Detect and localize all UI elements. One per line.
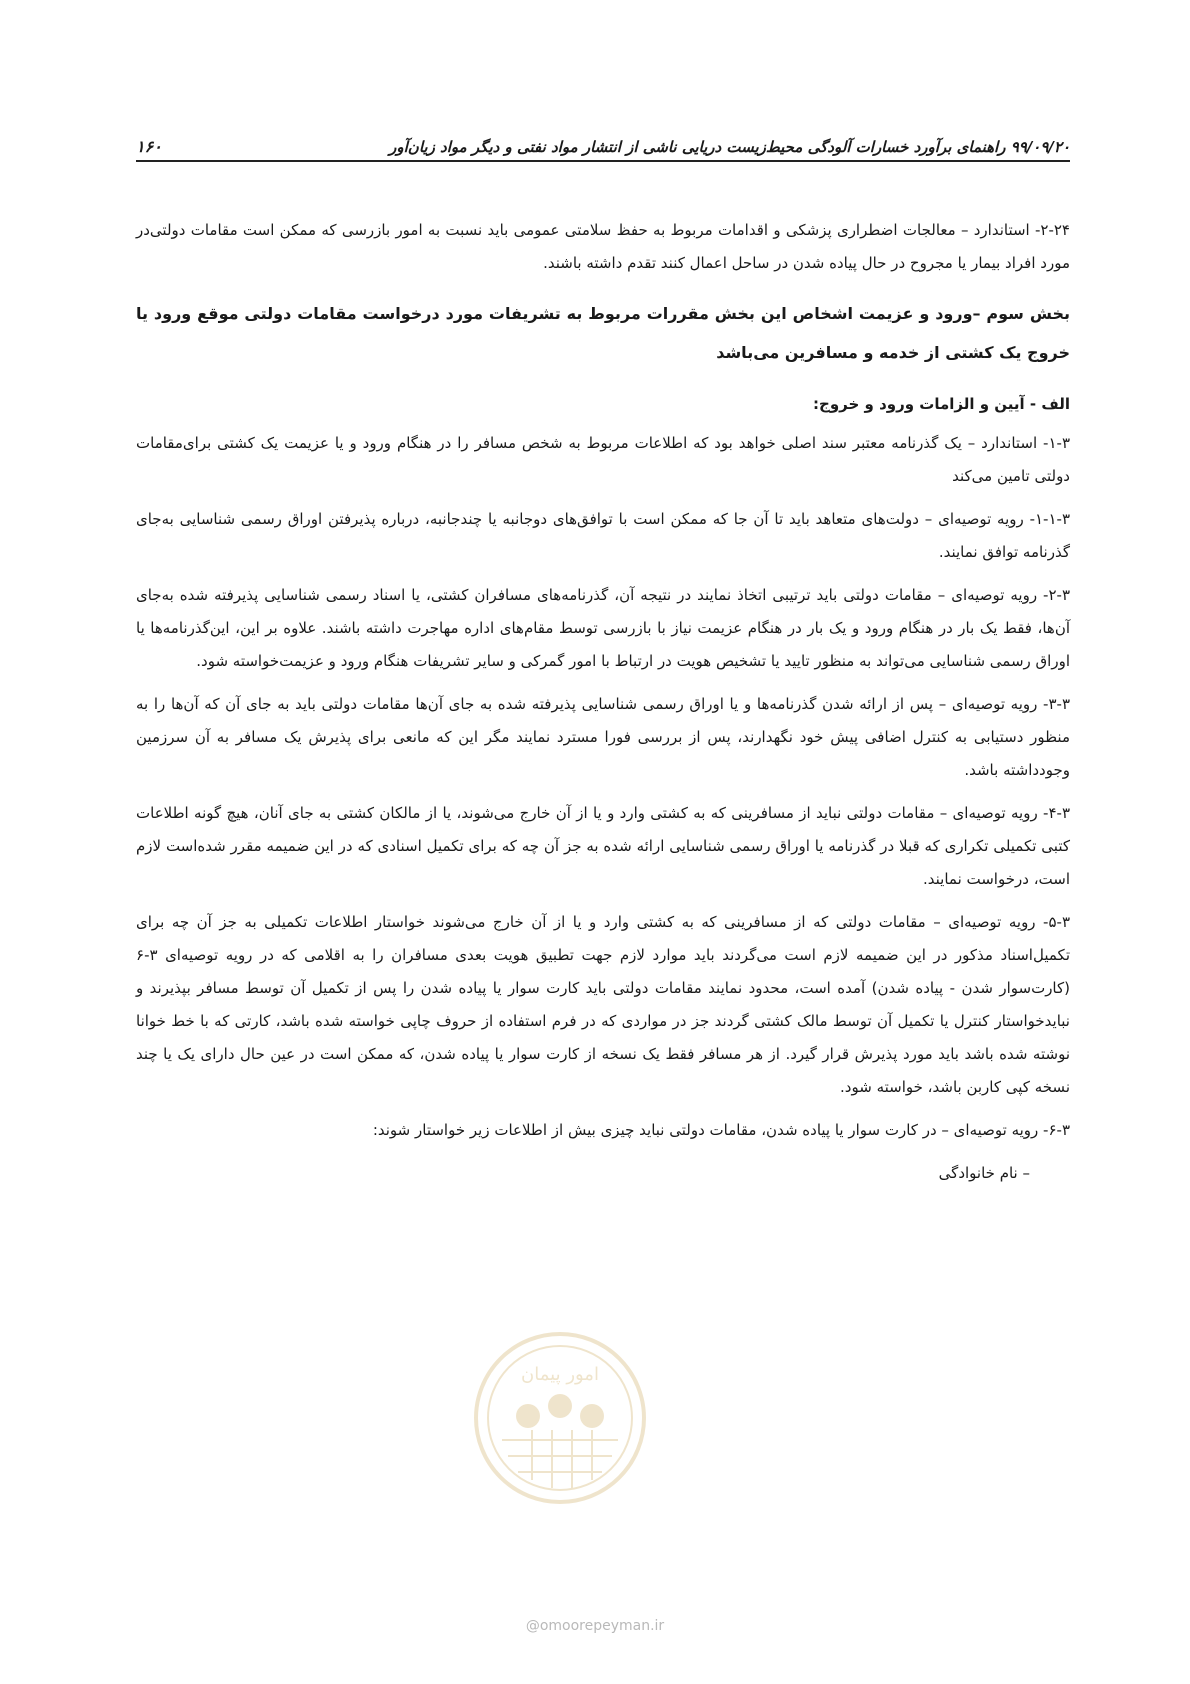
paragraph-3-1: ۱-۳- استاندارد – یک گذرنامه معتبر سند اصلی خواهد بود که اطلاعات مربوط به شخص مسافر را در هنگام ورود و یا عزیمت یک کشتی برای‌مقامات دولتی تامین می‌کند bbox=[136, 434, 1070, 485]
watermark-logo-text: امور پیمان bbox=[521, 1364, 599, 1385]
watermark-url: @omoorepeyman.ir bbox=[525, 1618, 665, 1634]
page-number: ۱۶۰ bbox=[136, 137, 162, 156]
paragraph-3-6: ۶-۳- رویه توصیه‌ای – در کارت سوار یا پیاده شدن، مقامات دولتی نباید چیزی بیش از اطلاعات زیر خواستار شوند: bbox=[372, 1121, 1070, 1139]
watermark-logo bbox=[472, 1330, 648, 1506]
sub-heading: الف - آیین و الزامات ورود و خروج: bbox=[813, 395, 1070, 413]
paragraph-3-5: ۵-۳- رویه توصیه‌ای – مقامات دولتی که از مسافرینی که به کشتی وارد و یا از آن خارج می‌شوند خواستار اطلاعات تکمیلی به جز آن چه برای تکمیل‌اسناد مذکور در این ضمیمه لازم است می‌گردند باید موارد لازم جهت تطبیق هویت بعدی مسافران را به اقلامی که در رویه توصیه‌ای ۳-۶ (کارت‌سوار شدن - پیاده شدن) آمده است، محدود نمایند مقامات دولتی باید کارت سوار یا پیاده شدن را پس از تکمیل آن توسط مسافر بپذیرند و نباید‌خواستار کنترل یا تکمیل آن توسط مالک کشتی گردند جز در مواردی که در فرم استفاده از حروف چاپی خواسته شده باشد، کارتی که با خط خوانا نوشته شده باشد باید مورد پذیرش قرار گیرد. از هر مسافر فقط یک نسخه از کارت سوار یا پیاده شدن، که ممکن است در عین حال دارای یک یا چند نسخه کپی کاربن باشد، خواسته شود. bbox=[136, 913, 1070, 1096]
section-heading: بخش سوم –ورود و عزیمت اشخاص این بخش مقررات مربوط به تشریفات مورد درخواست مقامات دولتی موقع ورود یا خروج یک کشتی از خدمه و مسافرین می‌باشد bbox=[136, 304, 1070, 362]
paragraph-3-3: ۳-۳- رویه توصیه‌ای – پس از ارائه شدن گذرنامه‌ها و یا اوراق رسمی شناسایی پذیرفته شده به جای آن‌ها مقامات دولتی باید به جای آن که آن‌ها را به منظور دستیابی به کنترل اضافی پیش خود نگهدارند، پس از بررسی فورا مسترد نمایند مگر این که مانعی برای پذیرش یک مسافر به آن سرزمین وجودداشته باشد. bbox=[136, 695, 1070, 779]
paragraph-2-24: ۲-۲۴- استاندارد – معالجات اضطراری پزشکی و اقدامات مربوط به حفظ سلامتی عمومی باید نسبت به امور بازرسی که ممکن است مقامات دولتی‌در مورد افراد بیمار یا مجروح در حال پیاده شدن در ساحل اعمال کنند تقدم داشته باشند. bbox=[136, 221, 1070, 272]
document-body bbox=[136, 214, 1070, 1190]
paragraph-3-2: ۲-۳- رویه توصیه‌ای – مقامات دولتی باید ترتیبی اتخاذ نمایند در نتیجه آن، گذرنامه‌های مسافران کشتی، یا اسناد رسمی شناسایی پذیرفته شده به‌جای آن‌ها، فقط یک بار در هنگام ورود و یک بار در هنگام عزیمت نیاز با بازرسی توسط مقام‌های اداره مهاجرت داشته باشند. علاوه بر این، این‌گذرنامه‌ها یا اوراق رسمی شناسایی می‌تواند به منظور تایید یا تشخیص هویت در ارتباط با امور گمرکی و سایر تشریفات هنگام ورود و عزیمت‌خواسته شود. bbox=[136, 586, 1070, 670]
paragraph-3-1-1: ۱-۱-۳- رویه توصیه‌ای – دولت‌های متعاهد باید تا آن جا که ممکن است با توافق‌های دوجانبه یا چندجانبه، درباره پذیرفتن اوراق رسمی شناسایی به‌جای گذرنامه توافق نمایند. bbox=[136, 510, 1070, 561]
page-header bbox=[136, 128, 1070, 162]
paragraph-3-4: ۴-۳- رویه توصیه‌ای – مقامات دولتی نباید از مسافرینی که به کشتی وارد و یا از آن خارج می‌شوند، یا از مالکان کشتی به جای آنان، هیچ گونه اطلاعات کتبی تکمیلی تکراری که قبلا در گذرنامه یا اوراق رسمی شناسایی ارائه شده به جز آن چه که برای تکمیل اسنادی که در این ضمیمه مقرر شده‌است لازم است، درخواست نمایند. bbox=[136, 804, 1070, 888]
bullet-item: – نام خانوادگی bbox=[938, 1164, 1030, 1182]
running-title: ۹۹/۰۹/۲۰ راهنمای برآورد خسارات آلودگی محیط‌زیست دریایی ناشی از انتشار مواد نفتی و دیگر مواد زیان‌آور bbox=[389, 138, 1070, 156]
